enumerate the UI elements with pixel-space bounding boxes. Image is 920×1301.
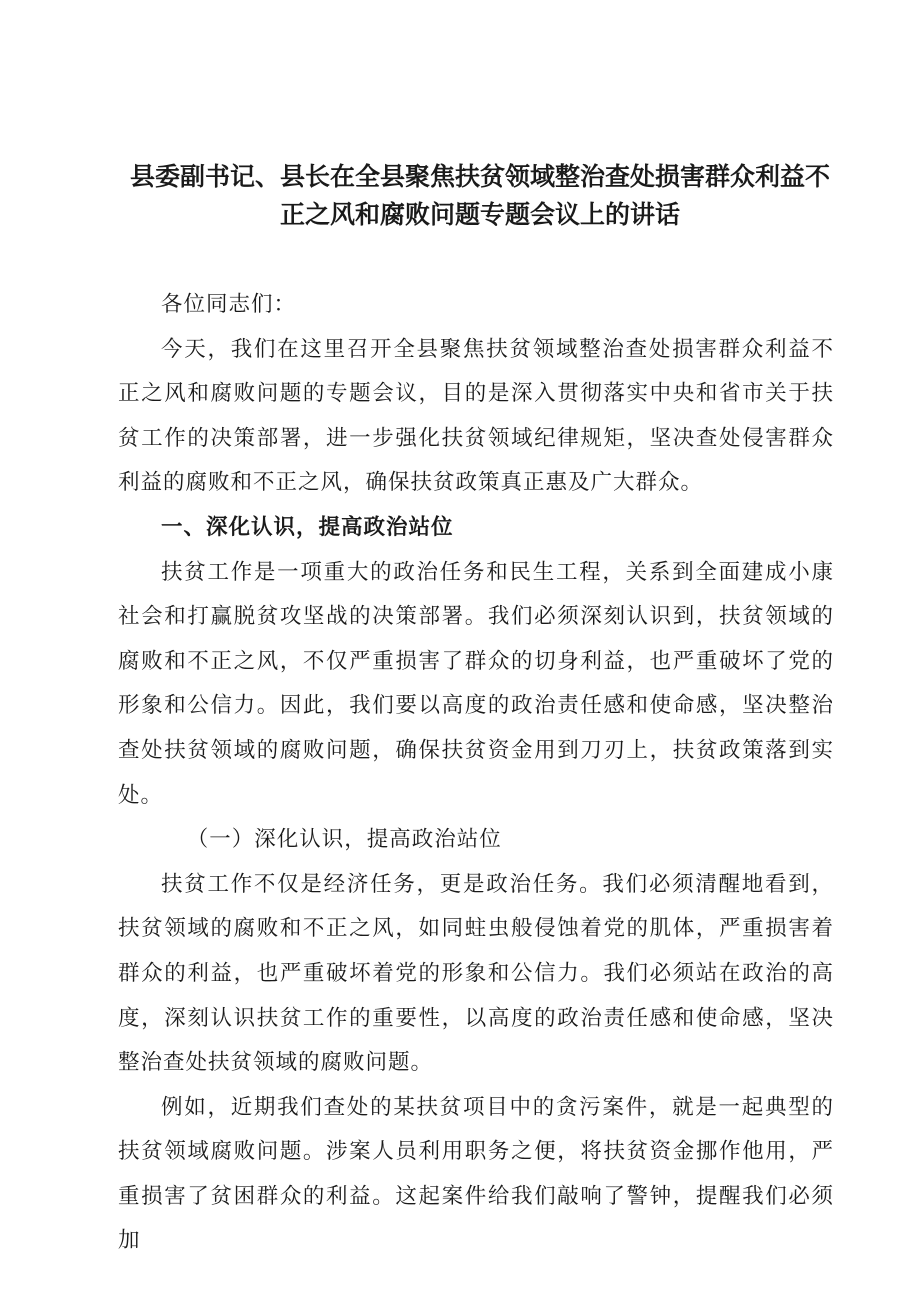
subsection-paragraph-example: 例如，近期我们查处的某扶贫项目中的贪污案件，就是一起典型的扶贫领域腐败问题。涉案人员利用职务之便，将扶贫资金挪作他用，严重损害了贫困群众的利益。这起案件给我们敲响了警钟，提醒我们必须加 (118, 1094, 834, 1254)
section-heading: 一、深化认识，提高政治站位 (161, 514, 454, 540)
salutation: 各位同志们： (161, 292, 297, 317)
subsection-paragraph: 扶贫工作不仅是经济任务，更是政治任务。我们必须清醒地看到，扶贫领域的腐败和不正之风，如同蛀虫般侵蚀着党的肌体，严重损害着群众的利益，也严重破坏着党的形象和公信力。我们必须站在政治的高度，深刻认识扶贫工作的重要性，以高度的政治责任感和使命感，坚决整治查处扶贫领域的腐败问题。 (118, 871, 834, 1076)
section-paragraph: 扶贫工作是一项重大的政治任务和民生工程，关系到全面建成小康社会和打赢脱贫攻坚战的决策部署。我们必须深刻认识到，扶贫领域的腐败和不正之风，不仅严重损害了群众的切身利益，也严重破坏了党的形象和公信力。因此，我们要以高度的政治责任感和使命感，坚决整治查处扶贫领域的腐败问题，确保扶贫资金用到刀刃上，扶贫政策落到实处。 (118, 559, 834, 808)
intro-paragraph: 今天，我们在这里召开全县聚焦扶贫领域整治查处损害群众利益不正之风和腐败问题的专题会议，目的是深入贯彻落实中央和省市关于扶贫工作的决策部署，进一步强化扶贫领域纪律规矩，坚决查处侵害群众利益的腐败和不正之风，确保扶贫政策真正惠及广大群众。 (118, 336, 834, 496)
subsection-heading: （一）深化认识，提高政治站位 (186, 827, 502, 853)
document-body (118, 283, 834, 1264)
document-title: 县委副书记、县长在全县聚焦扶贫领域整治查处损害群众利益不正之风和腐败问题专题会议上的讲话 (129, 162, 830, 229)
